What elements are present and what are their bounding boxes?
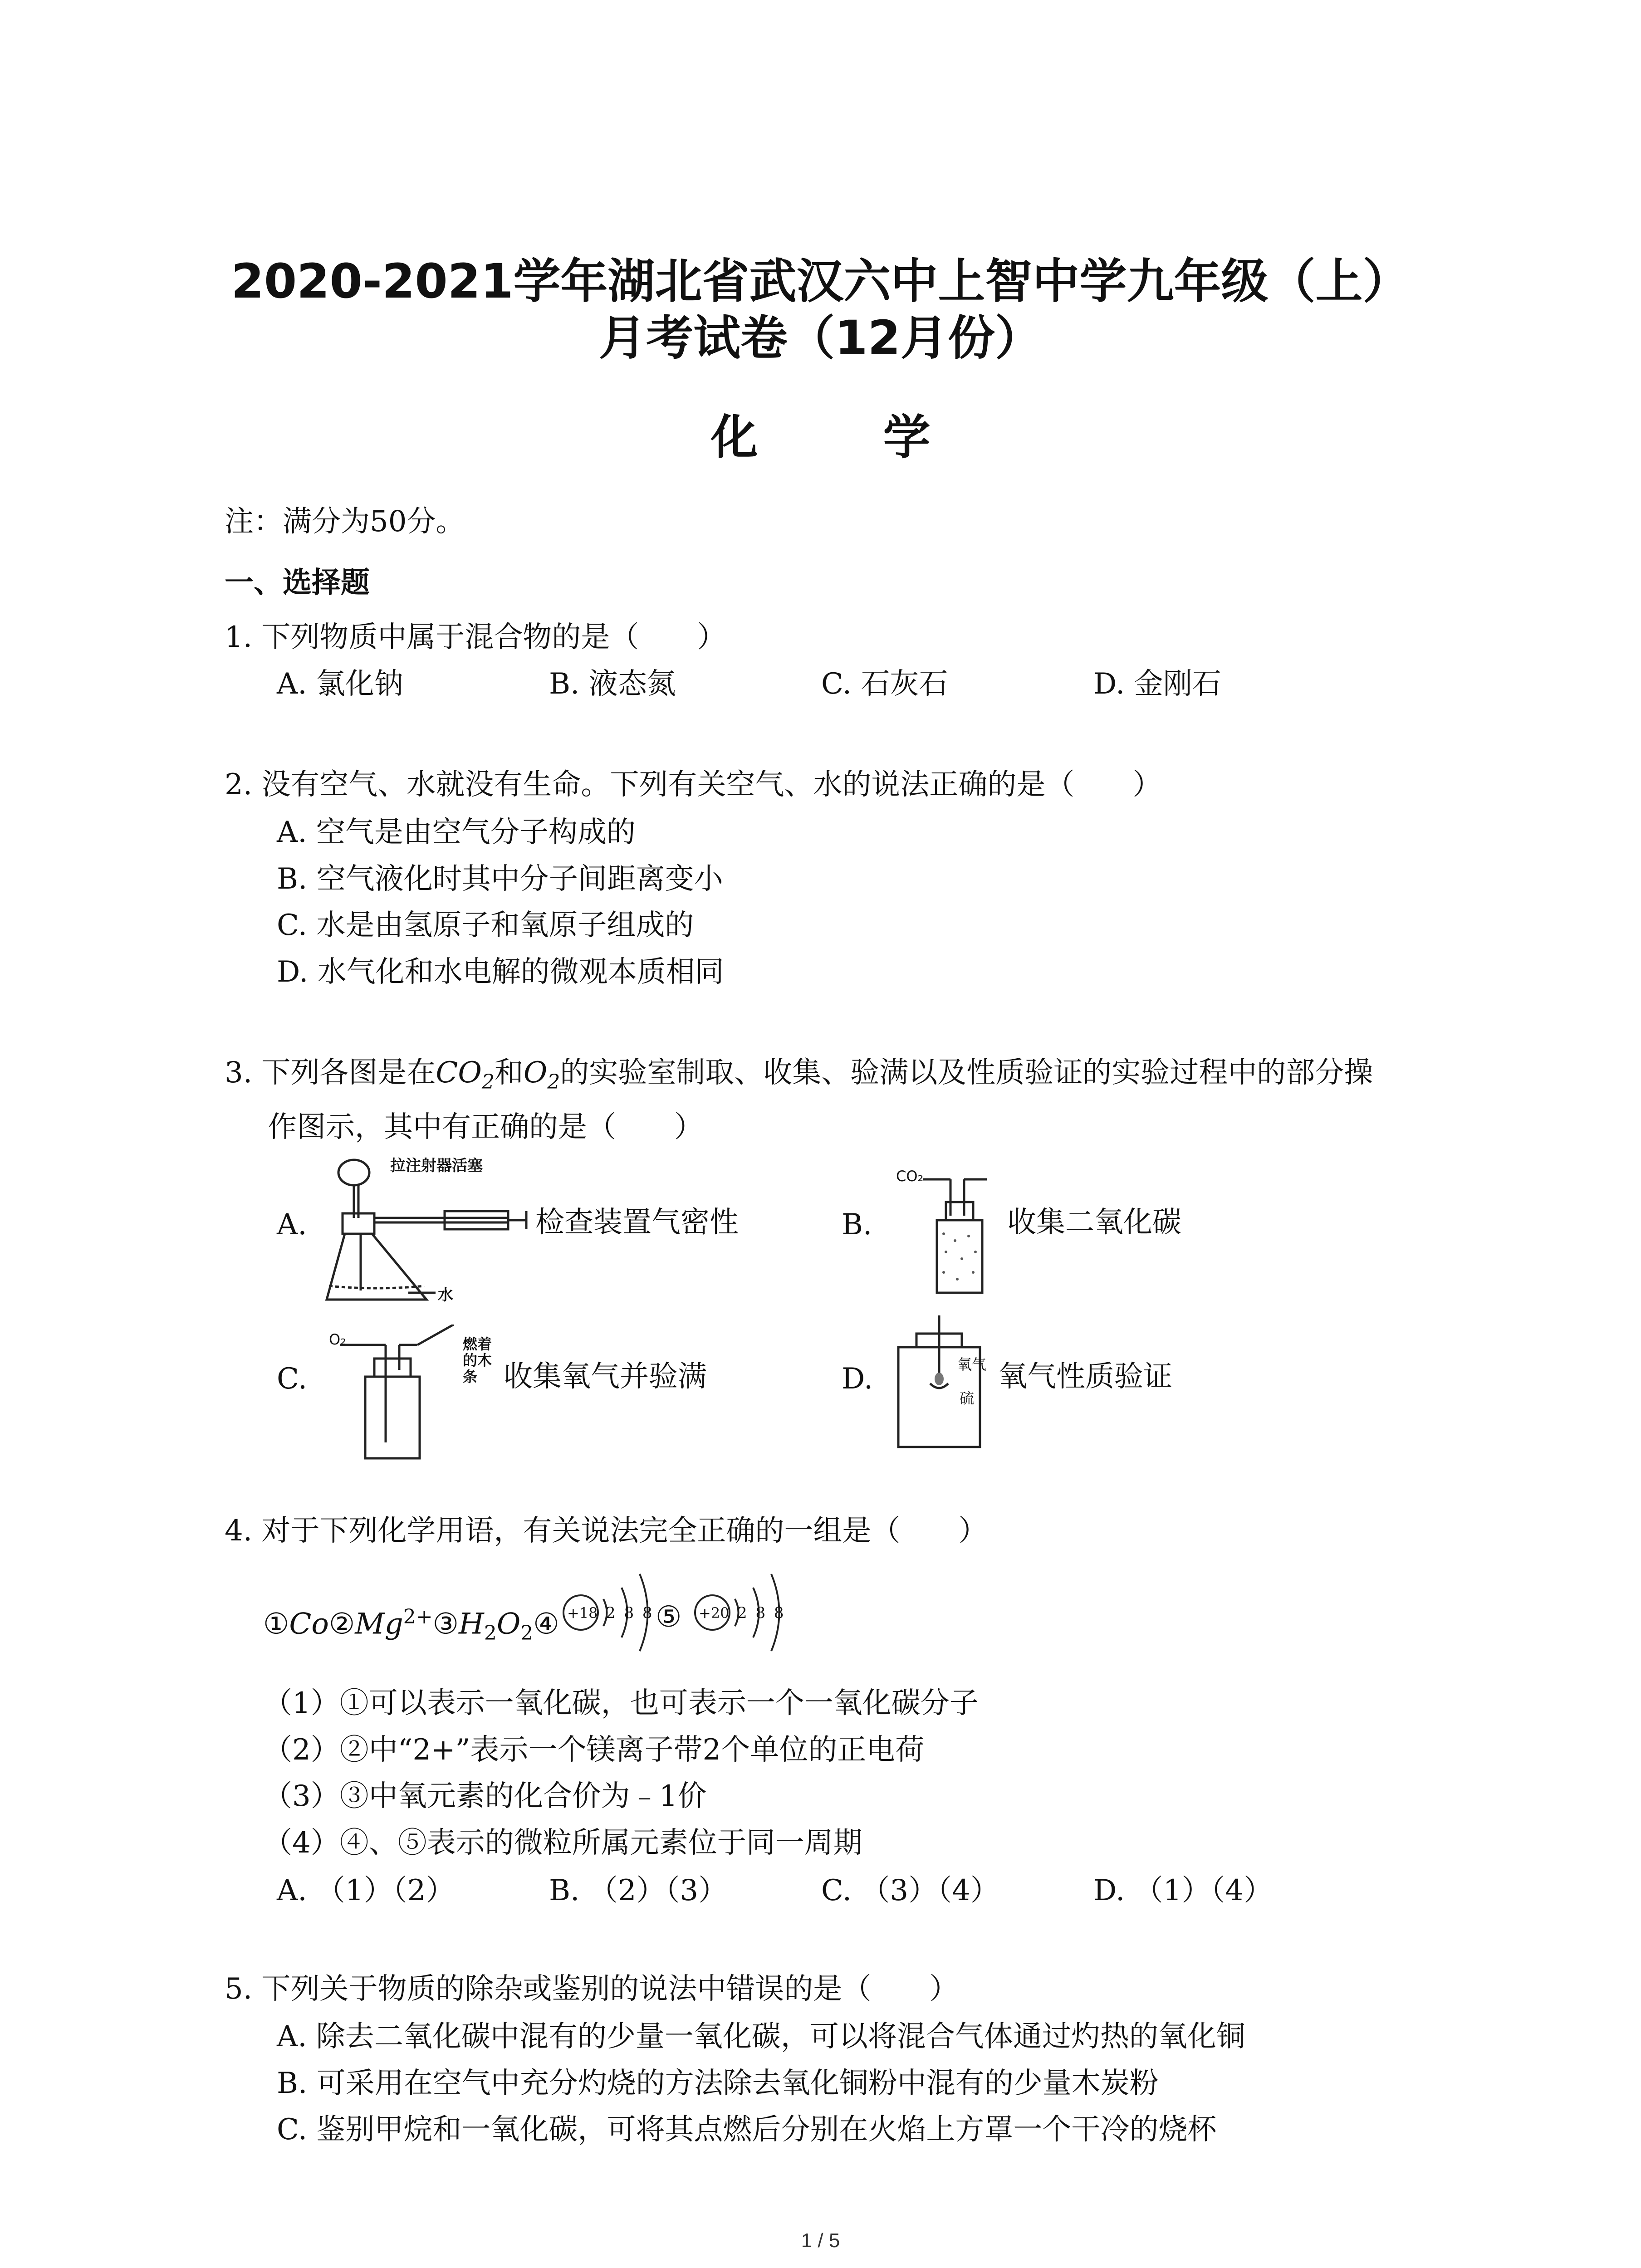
q3-stem-pre: 3. 下列各图是在 <box>225 1056 436 1090</box>
fig-d-label-sulfur: 硫 <box>960 1390 975 1407</box>
atom5-electron-shells: 2 8 8 <box>737 1604 786 1622</box>
q4-option-b: B. （2）（3） <box>549 1874 728 1907</box>
q1-stem: 1. 下列物质中属于混合物的是（ ） <box>225 621 726 654</box>
section-heading: 一、选择题 <box>225 566 370 600</box>
q1-option-d: D. 金刚石 <box>1093 667 1221 701</box>
subject-title: 化 学 <box>710 410 985 465</box>
q3-option-d-letter: D. <box>842 1362 873 1396</box>
fig-a-label-water: 水 <box>438 1286 453 1304</box>
q4-option-d: D. （1）（4） <box>1093 1874 1273 1907</box>
q2-option-b: B. 空气液化时其中分子间距离变小 <box>277 862 723 896</box>
q3-option-c-text: 收集氧气并验满 <box>504 1360 707 1393</box>
q3-option-a-text: 检查装置气密性 <box>535 1206 739 1239</box>
page-number: 1 / 5 <box>801 2229 840 2252</box>
formula-o2: $O_2$ <box>523 1056 560 1094</box>
q5-option-b: B. 可采用在空气中充分灼烧的方法除去氧化铜粉中混有的少量木炭粉 <box>277 2067 1159 2100</box>
q2-option-a: A. 空气是由空气分子构成的 <box>277 816 636 849</box>
q4-option-a: A. （1）（2） <box>277 1874 455 1907</box>
q5-option-c: C. 鉴别甲烷和一氧化碳，可将其点燃后分别在火焰上方罩一个干冷的烧杯 <box>277 2113 1217 2146</box>
q4-statement-4: （4）④、⑤表示的微粒所属元素位于同一周期 <box>263 1826 862 1860</box>
q2-option-d: D. 水气化和水电解的微观本质相同 <box>277 955 724 989</box>
q3-option-b-letter: B. <box>842 1208 872 1242</box>
fig-a-label-syringe: 拉注射器活塞 <box>390 1157 483 1175</box>
fig-b-label-co2: CO₂ <box>896 1168 924 1185</box>
atom4-electron-shells: 2 8 8 <box>606 1604 654 1622</box>
score-note: 注：满分为50分。 <box>225 505 465 538</box>
q3-option-c-letter: C. <box>277 1362 308 1396</box>
q4-stem: 4. 对于下列化学用语，有关说法完全正确的一组是（ ） <box>225 1514 988 1548</box>
airtightness-apparatus-figure <box>318 1154 535 1309</box>
q4-statement-3: （3）③中氧元素的化合价为﹣1价 <box>263 1779 707 1813</box>
q3-stem-line2: 作图示，其中有正确的是（ ） <box>268 1110 703 1144</box>
atom4-nucleus-charge: +18 <box>567 1604 598 1622</box>
q4-statement-1: （1）①可以表示一氧化碳，也可表示一个一氧化碳分子 <box>263 1686 979 1720</box>
q4-option-c: C. （3）（4） <box>821 1874 999 1907</box>
formula-co2: $CO_2$ <box>436 1056 495 1094</box>
q3-stem-post: 的实验室制取、收集、验满以及性质验证的实验过程中的部分操 <box>560 1056 1373 1090</box>
fig-d-label-oxygen: 氧气 <box>957 1356 987 1373</box>
exam-title-line1: 2020-2021学年湖北省武汉六中上智中学九年级（上） <box>231 254 1410 309</box>
exam-title-line2: 月考试卷（12月份） <box>599 310 1042 366</box>
q4-symbols: $①Co②Mg^{2+}③H_2O_2④$ <box>263 1605 559 1645</box>
q4-statement-2: （2）②中“2+”表示一个镁离子带2个单位的正电荷 <box>263 1733 925 1767</box>
q5-stem: 5. 下列关于物质的除杂或鉴别的说法中错误的是（ ） <box>225 1972 959 2006</box>
q3-option-a-letter: A. <box>277 1208 307 1242</box>
q3-option-d-text: 氧气性质验证 <box>998 1360 1172 1393</box>
q1-option-b: B. 液态氮 <box>549 667 676 701</box>
q2-stem: 2. 没有空气、水就没有生命。下列有关空气、水的说法正确的是（ ） <box>225 768 1162 802</box>
q3-stem: 3. 下列各图是在$CO_2$和$O_2$的实验室制取、收集、验满以及性质验证的实验过程中的部分操 <box>225 1056 1373 1094</box>
q1-option-c: C. 石灰石 <box>821 667 948 701</box>
symbol-5-marker: ⑤ <box>656 1600 682 1634</box>
fig-c-label-splint: 燃着的木条 <box>463 1335 492 1385</box>
sulfur-combustion-figure <box>889 1315 989 1452</box>
fig-c-label-o2: O₂ <box>329 1331 347 1348</box>
atom5-nucleus-charge: +20 <box>699 1604 730 1622</box>
q3-option-b-text: 收集二氧化碳 <box>1007 1206 1181 1239</box>
q5-option-a: A. 除去二氧化碳中混有的少量一氧化碳，可以将混合气体通过灼热的氧化铜 <box>277 2020 1245 2053</box>
q2-option-c: C. 水是由氢原子和氧原子组成的 <box>277 909 694 942</box>
q1-option-a: A. 氯化钠 <box>277 667 403 701</box>
